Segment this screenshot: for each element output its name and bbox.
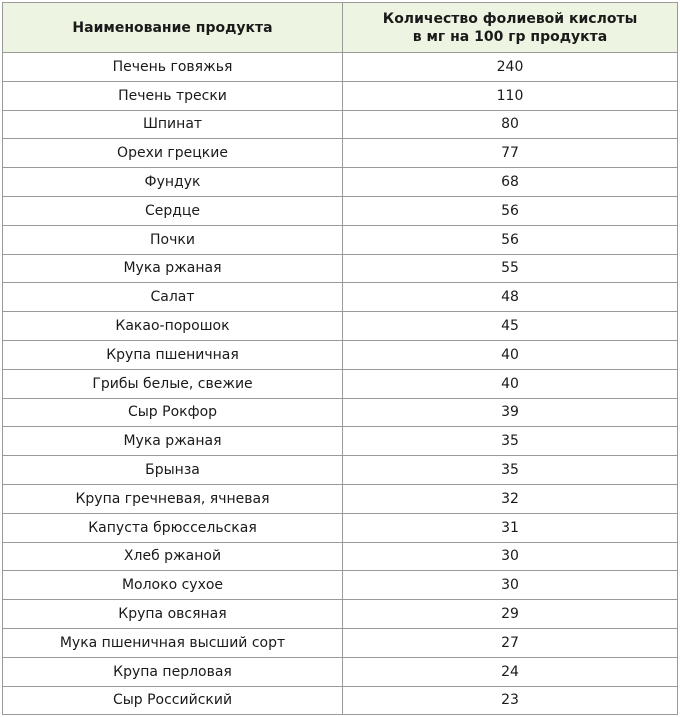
table-row — [3, 168, 678, 197]
product-cell: Крупа овсяная — [3, 600, 343, 629]
product-cell: Крупа гречневая, ячневая — [3, 484, 343, 513]
amount-cell: 48 — [343, 283, 678, 312]
amount-cell: 30 — [343, 542, 678, 571]
product-cell: Орехи грецкие — [3, 139, 343, 168]
table-row — [3, 657, 678, 686]
product-cell: Шпинат — [3, 110, 343, 139]
amount-cell: 45 — [343, 312, 678, 341]
amount-cell: 40 — [343, 340, 678, 369]
header-product: Наименование продукта — [3, 3, 343, 53]
amount-cell: 30 — [343, 571, 678, 600]
product-cell: Фундук — [3, 168, 343, 197]
table-row — [3, 196, 678, 225]
amount-cell: 31 — [343, 513, 678, 542]
amount-cell: 35 — [343, 456, 678, 485]
product-cell: Молоко сухое — [3, 571, 343, 600]
table-row — [3, 542, 678, 571]
amount-cell: 27 — [343, 628, 678, 657]
table-body — [3, 53, 678, 715]
table-row — [3, 398, 678, 427]
header-amount-line2: в мг на 100 гр продукта — [412, 28, 608, 45]
product-cell: Грибы белые, свежие — [3, 369, 343, 398]
table-row — [3, 254, 678, 283]
product-cell: Мука ржаная — [3, 427, 343, 456]
table-row — [3, 225, 678, 254]
amount-cell: 240 — [343, 53, 678, 82]
amount-cell: 24 — [343, 657, 678, 686]
folic-acid-table-sheet — [2, 2, 677, 715]
product-cell: Какао-порошок — [3, 312, 343, 341]
product-cell: Печень трески — [3, 81, 343, 110]
table-row — [3, 369, 678, 398]
product-cell: Мука пшеничная высший сорт — [3, 628, 343, 657]
product-cell: Салат — [3, 283, 343, 312]
table-row — [3, 628, 678, 657]
amount-cell: 23 — [343, 686, 678, 715]
amount-cell: 29 — [343, 600, 678, 629]
product-cell: Сыр Рокфор — [3, 398, 343, 427]
table-row — [3, 53, 678, 82]
table-row — [3, 427, 678, 456]
product-cell: Мука ржаная — [3, 254, 343, 283]
product-cell: Печень говяжья — [3, 53, 343, 82]
amount-cell: 35 — [343, 427, 678, 456]
amount-cell: 39 — [343, 398, 678, 427]
table-row — [3, 686, 678, 715]
amount-cell: 40 — [343, 369, 678, 398]
table-header — [3, 3, 678, 53]
table-row — [3, 484, 678, 513]
product-cell: Сердце — [3, 196, 343, 225]
amount-cell: 56 — [343, 225, 678, 254]
header-row — [3, 3, 678, 53]
amount-cell: 56 — [343, 196, 678, 225]
product-cell: Почки — [3, 225, 343, 254]
header-amount-line1: Количество фолиевой кислоты — [382, 10, 638, 27]
amount-cell: 80 — [343, 110, 678, 139]
amount-cell: 110 — [343, 81, 678, 110]
amount-cell: 77 — [343, 139, 678, 168]
amount-cell: 55 — [343, 254, 678, 283]
table-row — [3, 312, 678, 341]
table-row — [3, 340, 678, 369]
amount-cell: 68 — [343, 168, 678, 197]
table-row — [3, 571, 678, 600]
table-row — [3, 139, 678, 168]
table-row — [3, 456, 678, 485]
product-cell: Капуста брюссельская — [3, 513, 343, 542]
table-row — [3, 513, 678, 542]
header-amount — [343, 3, 678, 53]
product-cell: Сыр Российский — [3, 686, 343, 715]
table-row — [3, 110, 678, 139]
product-cell: Хлеб ржаной — [3, 542, 343, 571]
table-row — [3, 283, 678, 312]
table-row — [3, 600, 678, 629]
product-cell: Брынза — [3, 456, 343, 485]
product-cell: Крупа перловая — [3, 657, 343, 686]
table-row — [3, 81, 678, 110]
product-cell: Крупа пшеничная — [3, 340, 343, 369]
amount-cell: 32 — [343, 484, 678, 513]
folic-acid-table — [2, 2, 678, 715]
